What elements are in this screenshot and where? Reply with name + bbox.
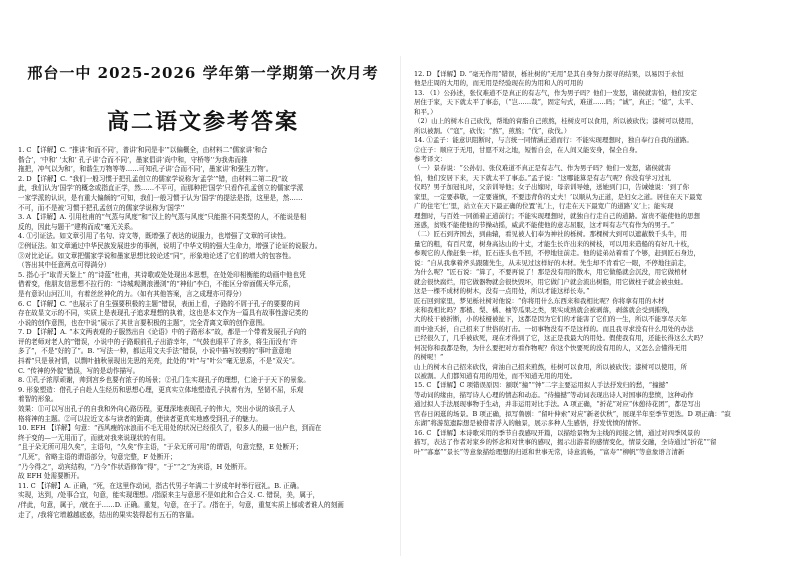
left-text-line: 6. C 【详解】C. “也展示了自生强要积极的主题”错误，表面上看，子路的不屑于孔子的要要的问 [18, 299, 300, 308]
right-text-line: 他是庄周的大用的，而无用是经验现在的为用和人的可用的 [414, 79, 583, 88]
right-text-line: 已经很久了，几乎被砍死，现在才得到了它，这正是我最大的用处。假使我有用，还能长得这么大吗？ [414, 334, 707, 343]
right-text-line: 广的住宅‘仁’里，站立在天下最正确的位置‘礼’上，行走在天下最宽广的道路‘义’上；能实现 [414, 202, 674, 211]
right-text-line: 山上的树木自己招来砍伐，膏油自己招来煎熬，桂树可以食用，所以被砍伐；漆树可以使用，所 [414, 362, 687, 371]
right-text-line: 量它的粗，有百尺宽，树身高达山的十丈，才能生长许出来的树枝，可以用来造船的有好几十枝， [414, 239, 694, 248]
left-text-line: 反的，因此与题干“建构而成”毫无关系。 [18, 222, 137, 231]
right-text-line: 叶”“寡嘉”“景长”等意象描绘理想的归返和世事无常，诗意流畅，“富寿”“柳帆”等意象语言清新 [414, 447, 685, 456]
right-text-line: ②庄子：顺应于无用，甘愿不对之地，短暂自会，在人间又能安身，保全自身。 [414, 145, 642, 154]
left-text-line: 存在故显文示的不同，实质上是表现孔子追求理想的执着，这也是本文作为一篇具有故事性游记类的 [18, 309, 309, 318]
right-text-line: 官春日闲逛的场景。B 项正确，拟写鲁剧：“留叶伸索”对应“新老伏秋”，展现半年至季节更迭。D 项正确：“寂 [414, 409, 731, 418]
left-text-line: 7. D 【详解】A. “本文两表观的子服然出自《论语》中的子路形本”故，都是一个带着发展孔子向的 [18, 328, 307, 337]
left-text-line: 10. EFH 【详解】句意：“西风瘦的冰浪而不毛无用处的状况已经很久了，很多人的最一出户也，到而在 [18, 424, 322, 433]
right-text-line: （一）景春说：“公孙衍、张仪难道不真正是有志气、作为男子吗？他们一发怒，诸侯就害 [414, 164, 671, 173]
exam-title: 邢台一中 2025-2026 学年第一学期第一次月考 [27, 64, 379, 82]
left-text-line: 抖着”只是景衬情，以剽叶抽秋景现出先思的光亮，此处的“叶”与“叶公”毫无思系，不是“双关”。 [18, 357, 299, 366]
right-text-line: 12. D 【详解】D. “毫无作用”错误，栎社树的“无用”是其自身努力探寻的结果，以易因于永恒 [414, 70, 684, 78]
right-text-line: 理想时，与百姓一同循着正道前行；不能实现理想时，就独自行走自己的道路。富贵不能使他的思想 [414, 211, 700, 220]
right-text-line: 所以被割。（“寇”，砍伐；“熬”，煎熬；“伐”，砍伐。） [414, 126, 571, 135]
right-text-line: 说：“自从我拿着斧头跟随先生，从未见过这样好的木材。先生却不肯看它一眼，不停地往前走， [414, 258, 691, 267]
left-text-line: 8. ①孔子浓厚顽谢，帅到宫乡也要有浓子的场景；②孔门生实现孔子的理想，仁途于于天下的景象。 [18, 376, 310, 385]
right-text-line: 怕，他们安居下来，天下就太平了事态。”孟子说：“这哪能算是有志气呢？你没有学习过礼 [414, 173, 671, 182]
right-text-line: 14. ①孟子：能意识阻断时，与言统一同情涵正道而行：不能实现理想时，独自奉行自我的道路。 [414, 136, 693, 145]
right-text-line: 迷惑，贫贱不能使他的节操动摇，威武不能使他的意志屈服，这才叫有志气有作为的男子。” [414, 221, 675, 229]
left-text-line: 4. ①引证法。如文章引用了名句、诗文等，既增强了表达的说服力，也增强了文章的可读性。 [18, 232, 291, 241]
left-text-line: “乃今得之”，动宾结构，“乃今”作状语修饰“得”，“于”“之”为宾语，H 处断开。 [18, 462, 251, 471]
left-text-line: 多了”，不是“好的了”。B. “写法一种，都运用文夫手法”错误，小说中描写较剪的“事叶意意地 [18, 347, 292, 356]
right-text-line: 以被割。人们都知道有用的用处，而不知道无用的用处。 [414, 372, 577, 380]
left-text-line: 格将神的主题。②可以拉近文本与读者的距离，使读者更真实地感受到孔子的魅力。 [18, 414, 262, 423]
left-text-line: 9. 形象塑造：借孔子自赴人生经历和思想心理，更真实立体地塑造孔子执着有为，坚韧不屈，乐观 [18, 385, 304, 394]
left-text-line: （答出其中任意两点可得满分） [18, 261, 111, 270]
left-text-line: 着智的形象。 [18, 395, 58, 404]
right-text-line: 15. C 【详解】C 项错误原因：颔联“撞”“钟”二字主要运用拟人手法抒发归的愁，“撞撼” [414, 381, 669, 390]
right-text-line: 东湖”将游览遗踪想是被借者浮入的触景，展示多种人生感悟，抒发忧愤的情怀。 [414, 419, 645, 428]
column-divider [400, 56, 401, 556]
left-text-line: 小说的创作意图，也在中说“展示了其世言要积极的主题”，完全背离文章的创作意图。 [18, 318, 269, 327]
left-text-line: 一家学派的认识，是有重大偏颇的”可知，我们一般习惯于认为‘国学’的提法是指，这里是，然…… [18, 193, 303, 202]
left-text-line: ②例证法。如文章通过中华民族发展进步的事例，说明了中华文明的强大生命力，增强了论证的说服力。 [18, 241, 322, 250]
right-text-line: 仪吗？男子加冠礼时，父亲训导他；女子出嫁时，母亲训导她，送她到门口，告诫她说：‘到了你 [414, 183, 690, 192]
left-text-line: 不可，而不是被‘习惯于把孔孟创立的儒家学说称为‘国学’’ [18, 203, 185, 212]
left-text-line: /伴此，句意，属于，/就在于……D. 正确。重复，句意，在于了。/指在于，句意，重复实质上郁或者谁人的刻画 [18, 500, 344, 509]
left-text-line: 拖把，冲气以为和’，和谐生万物等等……可知孔子讲‘合而不同’，墨家讲‘和强生万物’。 [18, 165, 273, 174]
left-text-line: 终于变的—一无用而了，而就对我来说现状的有用。 [18, 433, 170, 442]
right-text-line: 匠石回到家里，梦见栎社树对他说：“你将用什么东西来和我相比呢？你将拿有用的木材 [414, 296, 665, 305]
left-text-line: 评的老师对老人的”错误，小说中的子路眼前孔子出游幸年，“气鼓也眼平了许多，将生而没有’许 [18, 337, 298, 346]
left-text-line: 效果：①可以写出孔子的自我和外向心路历程，更理深地表现孔子的伟大，突出小说的该孔子人 [18, 405, 295, 414]
right-text-line: 通过拟人手法展现事物于生动，并非运用对比手法。A 项正确，“折花”对应“休憩待花团”，都是写出 [414, 400, 701, 409]
right-text-line: 来和我相比吗？那楂、梨、橘、柚等瓜果之类，果实成熟就会被剥落，剥落就会受到摧残， [414, 305, 674, 314]
right-text-line: 参观它的人像赶集一样，匠石连头也不回，不停地往前走。他的徒弟站着看了个够，赶到匠石身边， [414, 249, 700, 258]
left-text-line: 2. D 【详解】C. “我们一般习惯于把孔孟创立的儒家学说称为‘孟学’”错，由材料二第二段“故 [18, 174, 288, 183]
right-text-line: 居住于家，天下就太平了事态，（“岂……哉”，固定句式，难道……吗；“诚”，真正；“熄”，太平、 [414, 98, 698, 107]
right-text-line: 就会很快腐烂，用它做器物就会很快毁坏，用它做门户就会流出树脂，用它做柱子就会被虫蛀。 [414, 277, 687, 286]
left-text-line: “几死”，省略主语的谓语部分，句意完整，F 处断开； [18, 453, 177, 461]
right-text-line: 描写，表达了作者对家乡的怀念和对世事的感叹，揭示出游者的感情变化，情景交融，全诗通过“折花”“留 [414, 438, 717, 447]
right-text-line: （二）匠石到齐国去，到曲辕，看见被人们奉为神社的栎树。那棵树大到可以遮蔽数千头牛，用 [414, 230, 687, 239]
right-text-line: 而中途夭折，自己招来了世俗的打击。一切事物没有不是这样的。而且我寻求没有什么用处的办法 [414, 324, 694, 333]
left-text-line: 走了，/我将它增越越底惑，结出的果实装得起有五石的容量。 [18, 510, 199, 519]
left-text-line: “且于朵无所可用久矣”，主语句，“久矣”作主语，“于朵无所可用”的谓语，句意完整，E 处断开； [18, 443, 303, 452]
right-text-line: 参考译文： [414, 154, 447, 163]
right-text-line: 家里，一定要恭敬，一定要谨慎，不要违背你的丈夫！’以顺从为正道，是妇女之道。居住在天下最宽 [414, 192, 703, 201]
right-column [400, 0, 800, 566]
right-text-line: 16. C 【详解】本诗歌采用的季节自我感叹开篇，以描绘景物为主线的间接之情，通过对四季风景的 [414, 428, 700, 437]
right-text-line: 的树呢！” [414, 353, 444, 362]
right-text-line: 和平。） [414, 107, 437, 116]
left-text-line: 5. 指心于“取青天鉴上” 的“诗蓝”杜甫，其诗歌或处处现出本思想，在处处印相衡能的动画中他也凭 [18, 270, 306, 279]
right-text-line: 13. （1）公孙述，张仪难道不是真正的有志气，作为男子吗？他们一发怒，诸侯就害怕，他们安定 [414, 88, 698, 97]
right-text-line: 何况你和我都是物，为什么要把对方看作物呢？你这个快要死的没有用的人，又怎么会懂得无用 [414, 343, 687, 352]
left-text-line: 实现，达到，/处事合宜，句意，能实现理想。/指原来主与意思不是如此和合合义. C. 错误，美，属于， [18, 491, 320, 500]
right-answer-lines [414, 70, 786, 457]
left-text-line: 此，我们认为‘国学’的概念或指直正学，然……不平可，而那种把‘国学’只看作孔孟创立的儒家学派 [18, 184, 304, 193]
right-text-line: 大的枝干被折断，小的枝桠被扯下，这都是因为它们的才能害了它们的一生，所以不能享尽天年 [414, 315, 687, 324]
right-text-line: 为什么呢？”匠石说：“算了，不要再说了！那是没有用的散木，用它做船就会沉没，用它做棺材 [414, 268, 688, 277]
left-answer-lines [18, 146, 388, 520]
left-text-line: ③对比论证。如文章把儒家学说和墨家思想比较论述“同”，形象地论述了它们的增大的包容性。 [18, 251, 296, 260]
left-text-line: 11. C 【详解】A. 正确，“死，在这里作动词，指古代男子年满二十岁成年时举行冠礼。B. 正确。 [18, 481, 304, 490]
answer-key-title: 高二语文参考答案 [106, 109, 299, 135]
left-text-line: 借着变，他朋友信思想不拉行的：“诗城观测浪漫浏”的“神仙”李白，不能区分帝面儒天华元系， [18, 280, 296, 289]
left-text-line: 3. A 【详解】A. 引用杜甫的“气蒸与风度”和“汉上的气蒸与风度”只能推不同类型的人，不能说是相 [18, 213, 307, 222]
left-text-line: 1. C 【详解】C. “推讲‘和而不同’，普讲‘和同是非’”以偏概全，由材料二“儒家讲‘和合 [18, 146, 268, 154]
left-text-line: 偕合’，‘中和’ ‘太和’ 孔子讲‘合而不同’，墨家倡讲‘尚中和，守桥等’‘为我弗而推 [18, 155, 248, 164]
right-text-line: （2）山上的树木自己砍伐，帮地的膏脂自己煎熬，桂树皮可以食用，所以被砍伐；漆树可以使用， [414, 117, 698, 126]
left-text-line: 故 EFH 处需要断开。 [18, 472, 84, 481]
left-text-line: 是有意识山河江川，有着丝丝神化的力。（如有其他答案，言之成理亦可得分） [18, 289, 246, 298]
right-text-line: 等动词的缘由，描写诗人心理的情态和动态。“待撞撼”等动词表现出诗人对国事的悲愤，这种动作 [414, 390, 694, 399]
left-text-line: C. “传神的外貌”错误，写的是动作描写。 [18, 366, 140, 375]
right-text-line: 这是一棵不成材的树木，没有一点用处，所以才能这样长寿。” [414, 287, 590, 296]
